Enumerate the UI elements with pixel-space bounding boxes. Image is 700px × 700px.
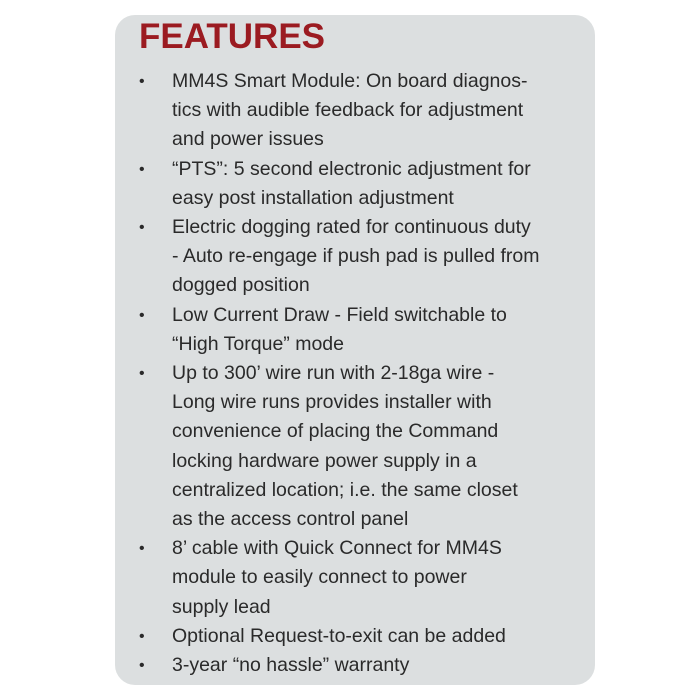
features-list <box>139 67 589 680</box>
feature-text-line: locking hardware power supply in a <box>172 449 477 472</box>
feature-text-line: dogged position <box>172 274 310 297</box>
bullet-icon: • <box>139 160 145 178</box>
feature-text-line: Up to 300’ wire run with 2-18ga wire - <box>172 362 495 385</box>
features-title: FEATURES <box>139 17 326 56</box>
feature-text-line: centralized location; i.e. the same closet <box>172 478 518 501</box>
bullet-icon: • <box>139 219 145 237</box>
bullet-icon: • <box>139 540 145 558</box>
feature-text-line: “High Torque” mode <box>172 332 344 355</box>
feature-text-line: and power issues <box>172 128 324 151</box>
feature-text-line: supply lead <box>172 595 271 618</box>
feature-item-smart-module <box>139 67 589 155</box>
feature-text-line: “PTS”: 5 second electronic adjustment for <box>172 157 531 180</box>
bullet-icon: • <box>139 657 145 675</box>
feature-text-line: Low Current Draw - Field switchable to <box>172 303 507 326</box>
feature-text-line: 3-year “no hassle” warranty <box>172 654 410 677</box>
bullet-icon: • <box>139 627 145 645</box>
feature-item-pts <box>139 155 589 213</box>
feature-text-line: module to easily connect to power <box>172 566 467 589</box>
feature-item-request-to-exit <box>139 622 589 651</box>
feature-text-line: easy post installation adjustment <box>172 186 454 209</box>
bullet-icon: • <box>139 365 145 383</box>
feature-item-quick-connect-cable <box>139 534 589 622</box>
feature-text-line: convenience of placing the Command <box>172 420 499 443</box>
feature-text-line: MM4S Smart Module: On board diagnos- <box>172 70 528 92</box>
feature-text-line: tics with audible feedback for adjustment <box>172 99 524 122</box>
feature-text-line: - Auto re-engage if push pad is pulled from <box>172 245 540 268</box>
feature-item-low-current <box>139 301 589 359</box>
feature-item-wire-run <box>139 359 589 534</box>
feature-text-line: Electric dogging rated for continuous duty <box>172 216 531 239</box>
feature-text-line: 8’ cable with Quick Connect for MM4S <box>172 537 502 560</box>
bullet-icon: • <box>139 306 145 324</box>
feature-text-line: Optional Request-to-exit can be added <box>172 624 506 647</box>
feature-item-warranty <box>139 651 589 680</box>
feature-text-line: as the access control panel <box>172 508 409 531</box>
feature-text-line: Long wire runs provides installer with <box>172 391 492 414</box>
bullet-icon: • <box>139 73 145 90</box>
feature-item-electric-dogging <box>139 213 589 301</box>
